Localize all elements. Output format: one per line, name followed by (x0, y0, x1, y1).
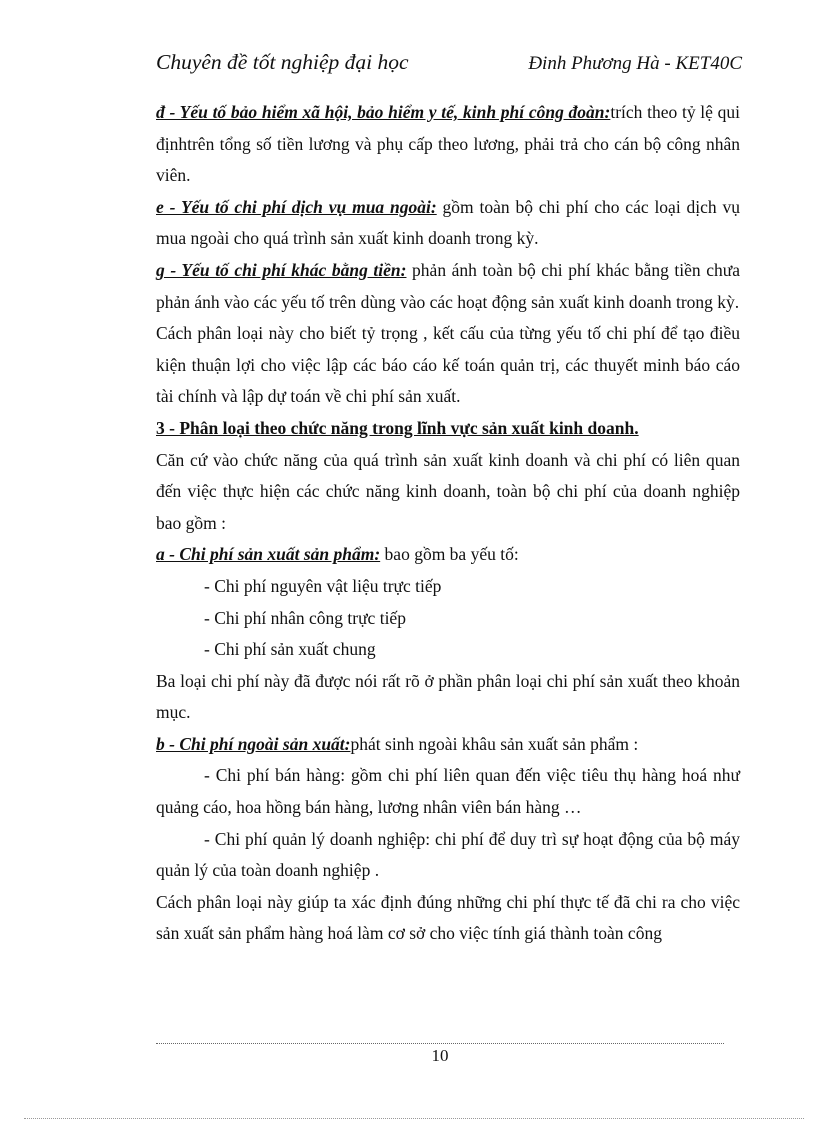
page-number: 10 (431, 1046, 449, 1065)
paragraph-lead: b - Chi phí ngoài sản xuất: (156, 733, 351, 754)
paragraph-production-costs (156, 539, 740, 571)
paragraph-text: phát sinh ngoài khâu sản xuất sản phẩm : (350, 733, 639, 754)
paragraph-three-costs: Ba loại chi phí này đã được nói rất rõ ở phần phân loại chi phí sản xuất theo khoản mục. (156, 670, 740, 723)
list-item: - Chi phí sản xuất chung (204, 639, 376, 660)
list-item: - Chi phí nguyên vật liệu trực tiếp (204, 575, 442, 596)
paragraph-admin-costs: - Chi phí quản lý doanh nghiệp: chi phí để duy trì sự hoạt động của bộ máy quản lý của toàn doanh nghiệp . (156, 828, 740, 881)
author-course: Đinh Phương Hà - KET40C (528, 53, 742, 74)
section-heading: 3 - Phân loại theo chức năng trong lĩnh vực sản xuất kinh doanh. (156, 417, 639, 438)
paragraph-text: bao gồm ba yếu tố: (380, 544, 519, 565)
list-item: - Chi phí nhân công trực tiếp (204, 607, 406, 628)
paragraph-outsourced-services (156, 192, 740, 255)
paragraph-text: gồm toàn bộ chi phí cho các loại dịch vụ mua ngoài cho quá trình sản xuất kinh doanh trong kỳ. (156, 196, 740, 249)
paragraph-other-cash-costs (156, 255, 740, 318)
paragraph-conclusion: Cách phân loại này giúp ta xác định đúng những chi phí thực tế đã chi ra cho việc sản xuất sản phẩm hàng hoá làm cơ sở cho việc tính giá thành toàn công (156, 891, 740, 944)
paragraph-classification-note: Cách phân loại này cho biết tỷ trọng , kết cấu của từng yếu tố chi phí để tạo điều kiện thuận lợi cho việc lập các báo cáo kế toán quản trị, các thuyết minh báo cáo tài chính và lập dự toán về chi phí sản xuất. (156, 323, 740, 407)
paragraph-lead: e - Yếu tố chi phí dịch vụ mua ngoài: (156, 196, 437, 217)
paragraph-text: trích theo tỷ lệ qui địnhtrên tổng số tiền lương và phụ cấp theo lương, phải trả cho cán bộ công nhân viên. (156, 102, 740, 186)
page-header (156, 50, 742, 84)
document-title: Chuyên đề tốt nghiệp đại học (156, 50, 409, 74)
footer-divider (156, 1043, 724, 1044)
paragraph-non-production-costs (156, 729, 740, 761)
paragraph-lead: đ - Yếu tố bảo hiểm xã hội, bảo hiểm y tế, kinh phí công đoàn: (156, 102, 611, 122)
paragraph-selling-costs: - Chi phí bán hàng: gồm chi phí liên quan đến việc tiêu thụ hàng hoá như quảng cáo, hoa hồng bán hàng, lương nhân viên bán hàng … (156, 765, 740, 818)
document-body (156, 97, 740, 950)
paragraph-social-insurance (156, 97, 740, 192)
paragraph-lead: a - Chi phí sản xuất sản phẩm: (156, 544, 381, 565)
bottom-edge-divider (24, 1118, 804, 1119)
paragraph-lead: g - Yếu tố chi phí khác bằng tiền: (156, 259, 407, 280)
paragraph-text: phản ánh toàn bộ chi phí khác bằng tiền chưa phản ánh vào các yếu tố trên dùng vào các hoạt động sản xuất kinh doanh trong kỳ. (156, 259, 741, 312)
paragraph-function-basis: Căn cứ vào chức năng của quá trình sản xuất kinh doanh và chi phí có liên quan đến việc thực hiện các chức năng kinh doanh, toàn bộ chi phí của doanh nghiệp bao gồm : (156, 449, 740, 533)
